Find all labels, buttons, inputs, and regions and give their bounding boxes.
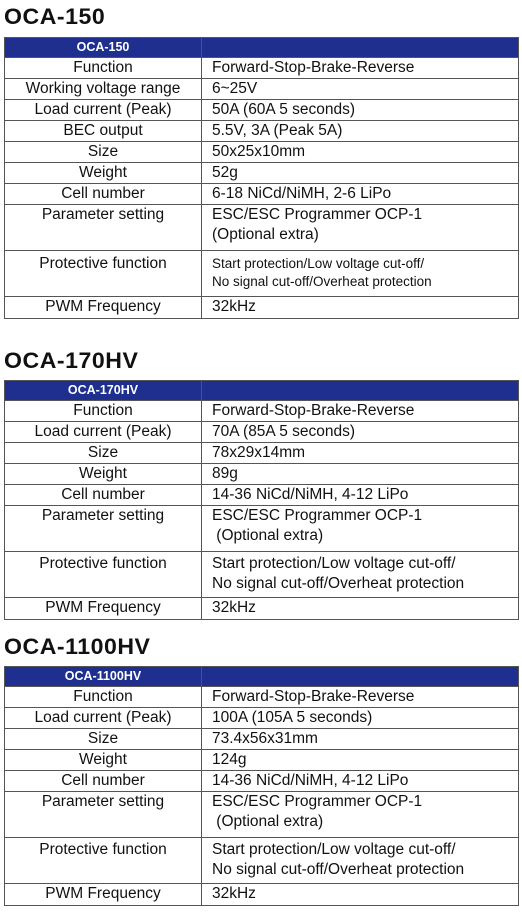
row-label: Parameter setting (5, 792, 202, 838)
row-value: 100A (105A 5 seconds) (202, 708, 519, 729)
section-title: OCA-170HV (4, 348, 139, 373)
row-value: 50A (60A 5 seconds) (202, 100, 519, 121)
table-row (5, 251, 519, 297)
row-value: 32kHz (202, 884, 519, 906)
row-label: Weight (5, 163, 202, 184)
value-line-2: (Optional extra) (212, 226, 319, 243)
value-line-1: ESC/ESC Programmer OCP-1 (212, 507, 423, 524)
value-line-2: (Optional extra) (212, 813, 324, 830)
row-label: Function (5, 401, 202, 422)
table-row (5, 184, 519, 205)
spec-table-oca-1100hv (4, 666, 519, 906)
table-row (5, 464, 519, 485)
row-label: Load current (Peak) (5, 422, 202, 443)
row-label: Cell number (5, 771, 202, 792)
table-row (5, 79, 519, 100)
row-label: Function (5, 687, 202, 708)
row-value: 124g (202, 750, 519, 771)
value-line-2: No signal cut-off/Overheat protection (212, 274, 432, 289)
value-line-1: ESC/ESC Programmer OCP-1 (212, 793, 423, 810)
row-label: Parameter setting (5, 205, 202, 251)
row-value: 73.4x56x31mm (202, 729, 519, 750)
table-header-row (5, 38, 519, 58)
table-header-row (5, 667, 519, 687)
row-label: Size (5, 142, 202, 163)
row-label: Function (5, 58, 202, 79)
value-line-1: ESC/ESC Programmer OCP-1 (212, 206, 423, 223)
row-label: Load current (Peak) (5, 100, 202, 121)
model-header: OCA-1100HV (5, 667, 202, 687)
row-value (202, 506, 519, 552)
section-title: OCA-150 (4, 4, 106, 29)
row-label: Cell number (5, 485, 202, 506)
row-value: 32kHz (202, 598, 519, 620)
table-row (5, 750, 519, 771)
value-line-2: No signal cut-off/Overheat protection (212, 575, 465, 592)
value-line-1: Start protection/Low voltage cut-off/ (212, 841, 456, 858)
spec-table-oca-150 (4, 37, 519, 319)
row-label: Protective function (5, 838, 202, 884)
row-label: BEC output (5, 121, 202, 142)
table-row (5, 422, 519, 443)
row-value: 6~25V (202, 79, 519, 100)
row-value: 14-36 NiCd/NiMH, 4-12 LiPo (202, 771, 519, 792)
row-value (202, 838, 519, 884)
row-label: Weight (5, 750, 202, 771)
row-label: Size (5, 443, 202, 464)
row-label: Parameter setting (5, 506, 202, 552)
row-value (202, 205, 519, 251)
spec-table-oca-170hv (4, 380, 519, 620)
table-row (5, 297, 519, 319)
row-label: Load current (Peak) (5, 708, 202, 729)
table-row (5, 729, 519, 750)
row-label: PWM Frequency (5, 297, 202, 319)
table-row (5, 792, 519, 838)
row-value: 52g (202, 163, 519, 184)
model-header: OCA-150 (5, 38, 202, 58)
row-value: 78x29x14mm (202, 443, 519, 464)
row-value (202, 792, 519, 838)
value-line-2: No signal cut-off/Overheat protection (212, 861, 465, 878)
table-row (5, 708, 519, 729)
value-line-2: (Optional extra) (212, 527, 324, 544)
row-value: 5.5V, 3A (Peak 5A) (202, 121, 519, 142)
value-line-1: Start protection/Low voltage cut-off/ (212, 555, 456, 572)
row-value (202, 552, 519, 598)
row-value: Forward-Stop-Brake-Reverse (202, 687, 519, 708)
table-row (5, 485, 519, 506)
table-row (5, 552, 519, 598)
table-row (5, 121, 519, 142)
row-value (202, 251, 519, 297)
header-blank (202, 381, 519, 401)
model-header: OCA-170HV (5, 381, 202, 401)
table-header-row (5, 381, 519, 401)
row-value: 6-18 NiCd/NiMH, 2-6 LiPo (202, 184, 519, 205)
row-value: Forward-Stop-Brake-Reverse (202, 58, 519, 79)
table-row (5, 100, 519, 121)
row-value: 32kHz (202, 297, 519, 319)
table-row (5, 771, 519, 792)
row-value: 14-36 NiCd/NiMH, 4-12 LiPo (202, 485, 519, 506)
row-label: Working voltage range (5, 79, 202, 100)
row-value: Forward-Stop-Brake-Reverse (202, 401, 519, 422)
table-row (5, 142, 519, 163)
table-row (5, 205, 519, 251)
table-row (5, 163, 519, 184)
table-row (5, 884, 519, 906)
table-row (5, 401, 519, 422)
table-row (5, 443, 519, 464)
row-label: Protective function (5, 251, 202, 297)
row-label: Size (5, 729, 202, 750)
table-row (5, 687, 519, 708)
row-label: Cell number (5, 184, 202, 205)
row-label: Weight (5, 464, 202, 485)
row-value: 89g (202, 464, 519, 485)
row-label: Protective function (5, 552, 202, 598)
header-blank (202, 667, 519, 687)
value-line-1: Start protection/Low voltage cut-off/ (212, 256, 425, 271)
header-blank (202, 38, 519, 58)
table-row (5, 506, 519, 552)
row-value: 70A (85A 5 seconds) (202, 422, 519, 443)
row-label: PWM Frequency (5, 598, 202, 620)
table-row (5, 838, 519, 884)
table-row (5, 58, 519, 79)
row-value: 50x25x10mm (202, 142, 519, 163)
section-title: OCA-1100HV (4, 634, 151, 659)
table-row (5, 598, 519, 620)
row-label: PWM Frequency (5, 884, 202, 906)
